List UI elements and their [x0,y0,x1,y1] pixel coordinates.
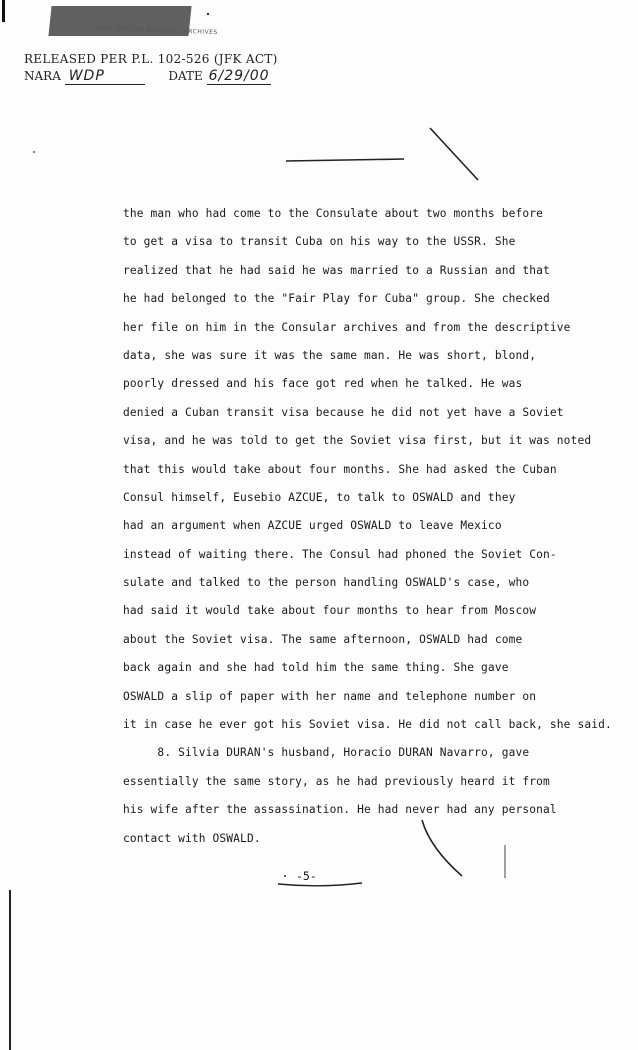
text-line: realized that he had said he was married to a Russian and that [123,263,550,277]
redaction-underline-top [286,159,404,161]
text-line: poorly dressed and his face got red when he talked. He was [123,377,523,391]
text-line: the man who had come to the Consulate about two months before [123,207,544,220]
text-line: to get a visa to transit Cuba on his way to the USSR. She [123,235,516,249]
date-value: 6/29/00 [208,68,270,84]
text-line: had said it would take about four months to hear from Moscow [123,604,537,618]
speck [207,13,209,15]
text-line: it in case he ever got his Soviet visa. He did not call back, she said. [123,718,612,732]
text-line: OSWALD a slip of paper with her name and telephone number on [123,689,537,703]
text-line: had an argument when AZCUE urged OSWALD to leave Mexico [123,519,502,533]
text-line: Consul himself, Eusebio AZCUE, to talk to OSWALD and they [123,490,516,504]
text-line: contact with OSWALD. [123,831,261,845]
margin-line [9,890,11,1050]
text-line: he had belonged to the "Fair Play for Cuba" group. She checked [123,292,550,306]
archive-stamp-text: COPY DLE THE NATIONAL ARCHIVES [94,24,218,37]
text-line: visa, and he was told to get the Soviet visa first, but it was noted [123,434,592,448]
speck [33,151,35,153]
text-line: essentially the same story, as he had previously heard it from [123,774,550,788]
speck [284,875,286,877]
text-line: 8. Silvia DURAN's husband, Horacio DURAN Navarro, gave [123,746,530,760]
text-line: about the Soviet visa. The same afternoon, OSWALD had come [123,632,523,646]
nara-label: NARA [24,69,61,83]
nara-initials: WDP [65,68,145,85]
text-line: sulate and talked to the person handling OSWALD's case, who [123,576,530,590]
corner-mark [2,0,5,22]
text-line: data, she was sure it was the same man. He was short, blond, [123,348,537,362]
page-number-underline [278,883,362,886]
nara-line [24,68,271,85]
date-label: DATE [168,69,203,83]
redaction-slash-top [430,128,478,180]
release-notice: RELEASED PER P.L. 102-526 (JFK ACT) [24,52,278,66]
text-line: that this would take about four months. She had asked the Cuban [123,462,557,476]
text-line: instead of waiting there. The Consul had phoned the Soviet Con- [123,547,557,561]
text-line: his wife after the assassination. He had never had any personal [123,803,557,817]
text-line: her file on him in the Consular archives and from the descriptive [123,320,571,334]
page-number: -5- [296,869,317,883]
body-text [123,200,612,853]
text-line: denied a Cuban transit visa because he did not yet have a Soviet [123,405,564,419]
text-line: back again and she had told him the same thing. She gave [123,661,509,675]
